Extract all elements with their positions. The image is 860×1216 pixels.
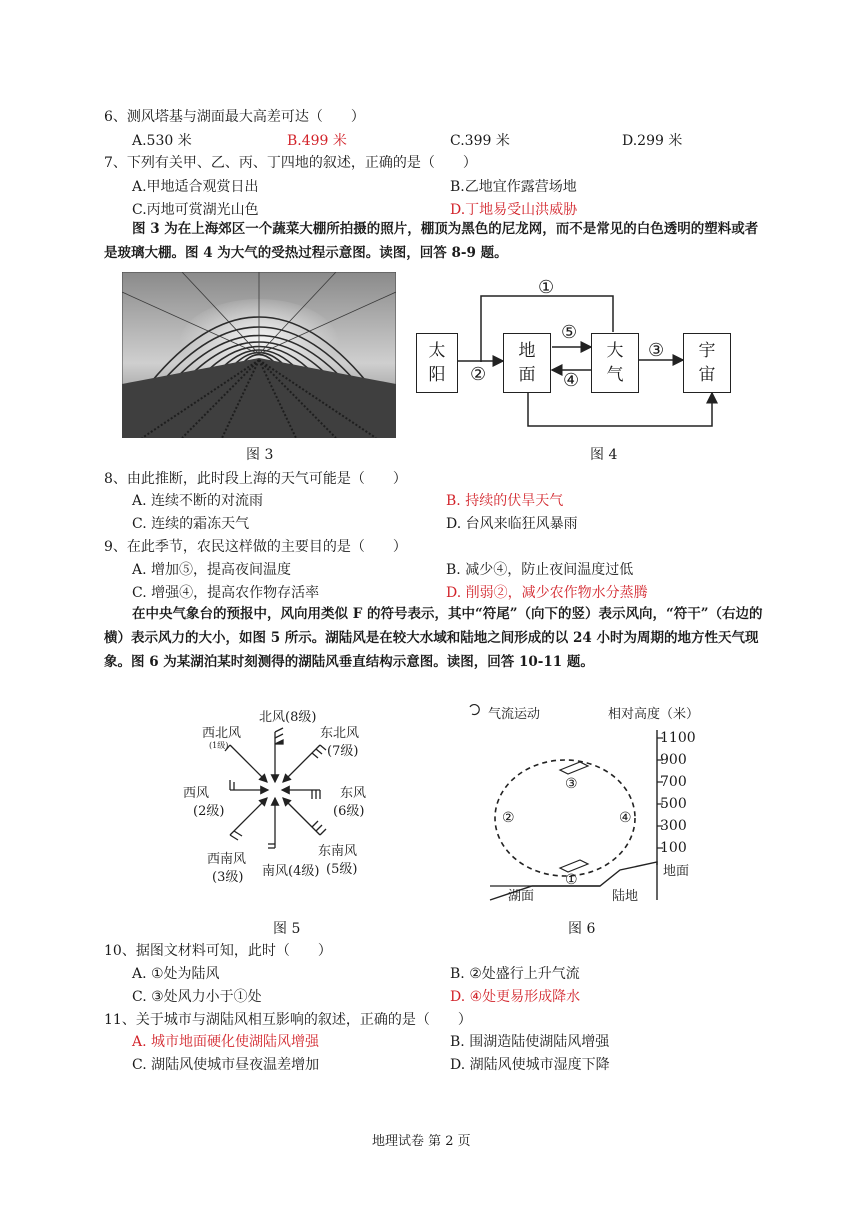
tick-500: 500 (660, 796, 687, 812)
q8-option-b: B. 持续的伏旱天气 (446, 493, 564, 509)
arrow-label-4: ④ (563, 370, 580, 391)
q9-option-d: D. 削弱②，减少农作物水分蒸腾 (446, 585, 648, 601)
q8-option-d: D. 台风来临狂风暴雨 (446, 516, 578, 532)
intro-8-9: 图 3 为在上海郊区一个蔬菜大棚所拍摄的照片，棚顶为黑色的尼龙网，而不是常见的白色透明的塑料或者是玻璃大棚。图 4 为大气的受热过程示意图。读图，回答 8-9 题。 (104, 221, 759, 261)
q9-option-b: B. 减少④，防止夜间温度过低 (446, 562, 634, 578)
point-2: ② (502, 810, 515, 826)
figure-5-caption: 图 5 (273, 921, 301, 937)
land-label: 陆地 (612, 889, 639, 904)
q6-option-c: C.399 米 (450, 133, 510, 149)
q6-option-b: B.499 米 (287, 133, 347, 149)
axis-title: 相对高度（米） (608, 707, 700, 722)
legend-label: 气流运动 (488, 707, 541, 722)
arrow-label-2: ② (470, 364, 487, 385)
tick-700: 700 (660, 774, 687, 790)
ground-box: 地面 (503, 333, 551, 393)
tick-900: 900 (660, 752, 687, 768)
atmosphere-box: 大气 (591, 333, 639, 393)
q7-option-c: C.丙地可赏湖光山色 (132, 202, 259, 218)
tick-1100: 1100 (660, 730, 696, 746)
figure-4-caption: 图 4 (590, 447, 618, 463)
wind-label-east: 东风 (340, 786, 367, 801)
greenhouse-photo (122, 272, 396, 438)
space-box: 宇宙 (683, 333, 731, 393)
wind-label-south: 南风(4级) (262, 864, 320, 879)
q10-option-a: A. ①处为陆风 (132, 966, 220, 982)
point-4: ④ (619, 810, 632, 826)
q10-option-b: B. ②处盛行上升气流 (450, 966, 580, 982)
tick-100: 100 (660, 840, 687, 856)
q6-option-d: D.299 米 (622, 133, 683, 149)
wind-label-west: 西风 (183, 786, 210, 801)
arrow-label-5: ⑤ (561, 322, 578, 343)
q7-option-d: D.丁地易受山洪威胁 (450, 202, 578, 218)
q6-stem: 6、测风塔基与湖面最大高差可达（ ） (104, 109, 365, 125)
q11-option-a: A. 城市地面硬化使湖陆风增强 (132, 1034, 320, 1050)
q7-option-a: A.甲地适合观赏日出 (132, 179, 259, 195)
q9-option-a: A. 增加⑤，提高夜间温度 (132, 562, 292, 578)
ground-label: 地面 (663, 864, 690, 879)
arrow-label-3: ③ (648, 340, 665, 361)
wind-label-southeast-level: (5级) (326, 862, 358, 877)
intro-10-11: 在中央气象台的预报中，风向用类似 F 的符号表示，其中“符尾”（向下的竖）表示风向，“符干”（右边的横）表示风力的大小，如图 5 所示。湖陆风是在较大水域和陆地之间形成的以 24 小时为周期的地方性天气现象。图 6 为某湖泊某时刻测得的湖陆风垂直结构示意图。读图，回答 10-11 题。 (104, 606, 763, 670)
figure-3-caption: 图 3 (246, 447, 274, 463)
wind-label-west-level: (2级) (193, 804, 225, 819)
wind-label-southwest-level: (3级) (212, 870, 244, 885)
tick-300: 300 (660, 818, 687, 834)
q8-option-c: C. 连续的霜冻天气 (132, 516, 250, 532)
point-1: ① (565, 872, 578, 888)
q6-option-a: A.530 米 (132, 133, 192, 149)
wind-label-northwest-level: (1级) (209, 741, 229, 750)
lake-label: 湖面 (508, 889, 535, 904)
arrow-label-1: ① (538, 277, 555, 298)
wind-label-north: 北风(8级) (259, 710, 317, 725)
figure-6-caption: 图 6 (568, 921, 596, 937)
wind-label-southeast: 东南风 (318, 844, 358, 859)
wind-label-northeast-level: (7级) (327, 744, 359, 759)
q8-option-a: A. 连续不断的对流雨 (132, 493, 264, 509)
q7-option-b: B.乙地宜作露营场地 (450, 179, 577, 195)
q9-stem: 9、在此季节，农民这样做的主要目的是（ ） (104, 539, 407, 555)
wind-label-northwest: 西北风 (202, 726, 242, 741)
wind-label-northeast: 东北风 (320, 726, 360, 741)
q10-option-c: C. ③处风力小于①处 (132, 989, 262, 1005)
q8-stem: 8、由此推断，此时段上海的天气可能是（ ） (104, 471, 407, 487)
q9-option-c: C. 增强④，提高农作物存活率 (132, 585, 320, 601)
q10-stem: 10、据图文材料可知，此时（ ） (104, 943, 332, 959)
q10-option-d: D. ④处更易形成降水 (450, 989, 581, 1005)
q11-option-d: D. 湖陆风使城市湿度下降 (450, 1057, 610, 1073)
q7-stem: 7、下列有关甲、乙、丙、丁四地的叙述，正确的是（ ） (104, 155, 477, 171)
q11-option-c: C. 湖陆风使城市昼夜温差增加 (132, 1057, 320, 1073)
wind-label-east-level: (6级) (333, 804, 365, 819)
point-3: ③ (565, 776, 578, 792)
q11-option-b: B. 围湖造陆使湖陆风增强 (450, 1034, 610, 1050)
wind-label-southwest: 西南风 (207, 852, 247, 867)
q11-stem: 11、关于城市与湖陆风相互影响的叙述，正确的是（ ） (104, 1012, 472, 1028)
sun-box: 太阳 (416, 333, 458, 393)
page-footer: 地理试卷 第 2 页 (372, 1134, 471, 1149)
